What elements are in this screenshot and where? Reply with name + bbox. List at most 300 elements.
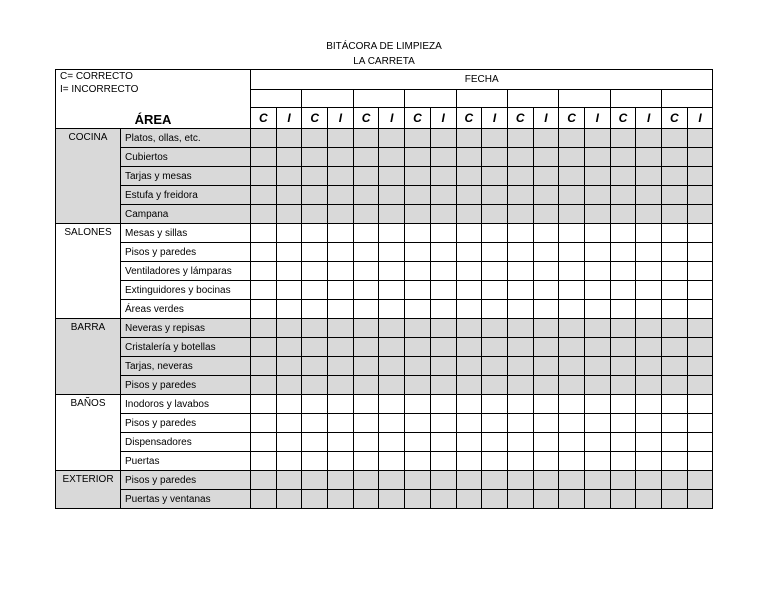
check-cell[interactable] bbox=[328, 376, 354, 395]
check-cell[interactable] bbox=[456, 281, 482, 300]
check-cell[interactable] bbox=[507, 300, 533, 319]
check-cell[interactable] bbox=[379, 376, 405, 395]
check-cell[interactable] bbox=[251, 414, 277, 433]
check-cell[interactable] bbox=[405, 224, 431, 243]
check-cell[interactable] bbox=[662, 471, 688, 490]
check-cell[interactable] bbox=[610, 224, 636, 243]
check-cell[interactable] bbox=[328, 281, 354, 300]
check-cell[interactable] bbox=[610, 433, 636, 452]
check-cell[interactable] bbox=[662, 433, 688, 452]
check-cell[interactable] bbox=[379, 262, 405, 281]
check-cell[interactable] bbox=[507, 490, 533, 509]
check-cell[interactable] bbox=[379, 395, 405, 414]
check-cell[interactable] bbox=[328, 148, 354, 167]
check-cell[interactable] bbox=[687, 414, 713, 433]
check-cell[interactable] bbox=[379, 490, 405, 509]
date-cell[interactable] bbox=[610, 90, 661, 108]
check-cell[interactable] bbox=[251, 262, 277, 281]
check-cell[interactable] bbox=[482, 395, 508, 414]
check-cell[interactable] bbox=[430, 243, 456, 262]
check-cell[interactable] bbox=[533, 300, 559, 319]
check-cell[interactable] bbox=[328, 490, 354, 509]
check-cell[interactable] bbox=[328, 262, 354, 281]
check-cell[interactable] bbox=[662, 262, 688, 281]
check-cell[interactable] bbox=[636, 452, 662, 471]
check-cell[interactable] bbox=[662, 376, 688, 395]
check-cell[interactable] bbox=[251, 376, 277, 395]
check-cell[interactable] bbox=[533, 376, 559, 395]
check-cell[interactable] bbox=[302, 319, 328, 338]
check-cell[interactable] bbox=[430, 167, 456, 186]
check-cell[interactable] bbox=[328, 129, 354, 148]
check-cell[interactable] bbox=[662, 395, 688, 414]
check-cell[interactable] bbox=[584, 414, 610, 433]
check-cell[interactable] bbox=[456, 395, 482, 414]
check-cell[interactable] bbox=[405, 433, 431, 452]
check-cell[interactable] bbox=[251, 243, 277, 262]
check-cell[interactable] bbox=[353, 319, 379, 338]
check-cell[interactable] bbox=[584, 319, 610, 338]
check-cell[interactable] bbox=[687, 319, 713, 338]
check-cell[interactable] bbox=[353, 338, 379, 357]
check-cell[interactable] bbox=[276, 357, 302, 376]
check-cell[interactable] bbox=[533, 148, 559, 167]
check-cell[interactable] bbox=[533, 357, 559, 376]
check-cell[interactable] bbox=[328, 338, 354, 357]
check-cell[interactable] bbox=[482, 376, 508, 395]
check-cell[interactable] bbox=[379, 300, 405, 319]
check-cell[interactable] bbox=[687, 338, 713, 357]
date-cell[interactable] bbox=[405, 90, 456, 108]
check-cell[interactable] bbox=[430, 129, 456, 148]
check-cell[interactable] bbox=[507, 129, 533, 148]
check-cell[interactable] bbox=[379, 452, 405, 471]
check-cell[interactable] bbox=[251, 433, 277, 452]
check-cell[interactable] bbox=[353, 148, 379, 167]
check-cell[interactable] bbox=[302, 357, 328, 376]
check-cell[interactable] bbox=[430, 262, 456, 281]
check-cell[interactable] bbox=[610, 395, 636, 414]
check-cell[interactable] bbox=[276, 186, 302, 205]
check-cell[interactable] bbox=[662, 338, 688, 357]
check-cell[interactable] bbox=[405, 281, 431, 300]
check-cell[interactable] bbox=[584, 243, 610, 262]
check-cell[interactable] bbox=[687, 490, 713, 509]
check-cell[interactable] bbox=[276, 129, 302, 148]
check-cell[interactable] bbox=[533, 414, 559, 433]
check-cell[interactable] bbox=[687, 224, 713, 243]
check-cell[interactable] bbox=[533, 129, 559, 148]
check-cell[interactable] bbox=[687, 205, 713, 224]
check-cell[interactable] bbox=[328, 433, 354, 452]
date-cell[interactable] bbox=[507, 90, 558, 108]
check-cell[interactable] bbox=[687, 281, 713, 300]
check-cell[interactable] bbox=[662, 490, 688, 509]
check-cell[interactable] bbox=[584, 148, 610, 167]
check-cell[interactable] bbox=[584, 300, 610, 319]
check-cell[interactable] bbox=[379, 224, 405, 243]
check-cell[interactable] bbox=[636, 319, 662, 338]
check-cell[interactable] bbox=[559, 186, 585, 205]
check-cell[interactable] bbox=[251, 281, 277, 300]
check-cell[interactable] bbox=[559, 205, 585, 224]
check-cell[interactable] bbox=[430, 281, 456, 300]
check-cell[interactable] bbox=[353, 414, 379, 433]
check-cell[interactable] bbox=[662, 224, 688, 243]
date-cell[interactable] bbox=[456, 90, 507, 108]
check-cell[interactable] bbox=[584, 452, 610, 471]
check-cell[interactable] bbox=[353, 129, 379, 148]
check-cell[interactable] bbox=[430, 357, 456, 376]
check-cell[interactable] bbox=[328, 224, 354, 243]
check-cell[interactable] bbox=[636, 357, 662, 376]
check-cell[interactable] bbox=[610, 357, 636, 376]
check-cell[interactable] bbox=[251, 148, 277, 167]
check-cell[interactable] bbox=[405, 243, 431, 262]
check-cell[interactable] bbox=[276, 376, 302, 395]
check-cell[interactable] bbox=[276, 414, 302, 433]
date-cell[interactable] bbox=[662, 90, 713, 108]
check-cell[interactable] bbox=[636, 395, 662, 414]
check-cell[interactable] bbox=[507, 414, 533, 433]
check-cell[interactable] bbox=[559, 281, 585, 300]
check-cell[interactable] bbox=[687, 452, 713, 471]
check-cell[interactable] bbox=[636, 433, 662, 452]
check-cell[interactable] bbox=[456, 319, 482, 338]
check-cell[interactable] bbox=[379, 148, 405, 167]
check-cell[interactable] bbox=[482, 338, 508, 357]
check-cell[interactable] bbox=[559, 243, 585, 262]
check-cell[interactable] bbox=[456, 376, 482, 395]
check-cell[interactable] bbox=[379, 338, 405, 357]
check-cell[interactable] bbox=[456, 129, 482, 148]
check-cell[interactable] bbox=[636, 281, 662, 300]
check-cell[interactable] bbox=[610, 129, 636, 148]
check-cell[interactable] bbox=[610, 281, 636, 300]
check-cell[interactable] bbox=[456, 262, 482, 281]
check-cell[interactable] bbox=[353, 281, 379, 300]
check-cell[interactable] bbox=[662, 319, 688, 338]
check-cell[interactable] bbox=[353, 376, 379, 395]
check-cell[interactable] bbox=[379, 433, 405, 452]
check-cell[interactable] bbox=[456, 243, 482, 262]
check-cell[interactable] bbox=[482, 414, 508, 433]
check-cell[interactable] bbox=[328, 186, 354, 205]
check-cell[interactable] bbox=[610, 205, 636, 224]
check-cell[interactable] bbox=[353, 452, 379, 471]
date-cell[interactable] bbox=[559, 90, 610, 108]
check-cell[interactable] bbox=[584, 281, 610, 300]
check-cell[interactable] bbox=[276, 148, 302, 167]
check-cell[interactable] bbox=[482, 148, 508, 167]
check-cell[interactable] bbox=[507, 148, 533, 167]
check-cell[interactable] bbox=[636, 148, 662, 167]
check-cell[interactable] bbox=[379, 357, 405, 376]
check-cell[interactable] bbox=[276, 167, 302, 186]
check-cell[interactable] bbox=[610, 319, 636, 338]
check-cell[interactable] bbox=[353, 205, 379, 224]
check-cell[interactable] bbox=[533, 452, 559, 471]
check-cell[interactable] bbox=[430, 376, 456, 395]
date-cell[interactable] bbox=[353, 90, 404, 108]
check-cell[interactable] bbox=[251, 186, 277, 205]
check-cell[interactable] bbox=[507, 376, 533, 395]
check-cell[interactable] bbox=[507, 357, 533, 376]
check-cell[interactable] bbox=[482, 490, 508, 509]
check-cell[interactable] bbox=[662, 186, 688, 205]
check-cell[interactable] bbox=[584, 262, 610, 281]
check-cell[interactable] bbox=[302, 433, 328, 452]
check-cell[interactable] bbox=[328, 243, 354, 262]
check-cell[interactable] bbox=[302, 490, 328, 509]
check-cell[interactable] bbox=[379, 319, 405, 338]
check-cell[interactable] bbox=[636, 243, 662, 262]
check-cell[interactable] bbox=[379, 205, 405, 224]
check-cell[interactable] bbox=[379, 471, 405, 490]
check-cell[interactable] bbox=[584, 433, 610, 452]
check-cell[interactable] bbox=[430, 224, 456, 243]
check-cell[interactable] bbox=[302, 338, 328, 357]
check-cell[interactable] bbox=[636, 490, 662, 509]
check-cell[interactable] bbox=[328, 471, 354, 490]
check-cell[interactable] bbox=[302, 186, 328, 205]
check-cell[interactable] bbox=[610, 300, 636, 319]
check-cell[interactable] bbox=[687, 300, 713, 319]
check-cell[interactable] bbox=[430, 471, 456, 490]
check-cell[interactable] bbox=[405, 490, 431, 509]
check-cell[interactable] bbox=[507, 243, 533, 262]
check-cell[interactable] bbox=[328, 357, 354, 376]
check-cell[interactable] bbox=[559, 300, 585, 319]
check-cell[interactable] bbox=[584, 186, 610, 205]
check-cell[interactable] bbox=[482, 129, 508, 148]
check-cell[interactable] bbox=[636, 376, 662, 395]
check-cell[interactable] bbox=[379, 186, 405, 205]
check-cell[interactable] bbox=[482, 205, 508, 224]
check-cell[interactable] bbox=[353, 262, 379, 281]
check-cell[interactable] bbox=[662, 243, 688, 262]
check-cell[interactable] bbox=[507, 433, 533, 452]
check-cell[interactable] bbox=[482, 452, 508, 471]
check-cell[interactable] bbox=[533, 490, 559, 509]
check-cell[interactable] bbox=[379, 243, 405, 262]
check-cell[interactable] bbox=[353, 243, 379, 262]
check-cell[interactable] bbox=[636, 167, 662, 186]
check-cell[interactable] bbox=[687, 376, 713, 395]
check-cell[interactable] bbox=[302, 205, 328, 224]
check-cell[interactable] bbox=[456, 452, 482, 471]
check-cell[interactable] bbox=[430, 433, 456, 452]
check-cell[interactable] bbox=[533, 433, 559, 452]
check-cell[interactable] bbox=[405, 357, 431, 376]
check-cell[interactable] bbox=[276, 452, 302, 471]
check-cell[interactable] bbox=[456, 167, 482, 186]
check-cell[interactable] bbox=[405, 148, 431, 167]
check-cell[interactable] bbox=[276, 300, 302, 319]
check-cell[interactable] bbox=[251, 300, 277, 319]
check-cell[interactable] bbox=[559, 414, 585, 433]
check-cell[interactable] bbox=[687, 148, 713, 167]
check-cell[interactable] bbox=[584, 490, 610, 509]
check-cell[interactable] bbox=[405, 452, 431, 471]
check-cell[interactable] bbox=[430, 300, 456, 319]
check-cell[interactable] bbox=[610, 376, 636, 395]
check-cell[interactable] bbox=[559, 433, 585, 452]
check-cell[interactable] bbox=[405, 376, 431, 395]
check-cell[interactable] bbox=[328, 205, 354, 224]
check-cell[interactable] bbox=[636, 186, 662, 205]
check-cell[interactable] bbox=[507, 262, 533, 281]
check-cell[interactable] bbox=[662, 357, 688, 376]
check-cell[interactable] bbox=[405, 338, 431, 357]
check-cell[interactable] bbox=[533, 167, 559, 186]
check-cell[interactable] bbox=[584, 129, 610, 148]
check-cell[interactable] bbox=[584, 224, 610, 243]
check-cell[interactable] bbox=[662, 167, 688, 186]
check-cell[interactable] bbox=[430, 205, 456, 224]
check-cell[interactable] bbox=[533, 224, 559, 243]
check-cell[interactable] bbox=[276, 490, 302, 509]
check-cell[interactable] bbox=[302, 414, 328, 433]
check-cell[interactable] bbox=[610, 262, 636, 281]
check-cell[interactable] bbox=[456, 490, 482, 509]
check-cell[interactable] bbox=[276, 281, 302, 300]
check-cell[interactable] bbox=[276, 262, 302, 281]
check-cell[interactable] bbox=[456, 224, 482, 243]
check-cell[interactable] bbox=[456, 338, 482, 357]
check-cell[interactable] bbox=[507, 224, 533, 243]
check-cell[interactable] bbox=[328, 167, 354, 186]
check-cell[interactable] bbox=[456, 300, 482, 319]
check-cell[interactable] bbox=[302, 281, 328, 300]
check-cell[interactable] bbox=[405, 262, 431, 281]
check-cell[interactable] bbox=[456, 433, 482, 452]
check-cell[interactable] bbox=[507, 281, 533, 300]
check-cell[interactable] bbox=[533, 262, 559, 281]
check-cell[interactable] bbox=[456, 205, 482, 224]
check-cell[interactable] bbox=[687, 433, 713, 452]
check-cell[interactable] bbox=[405, 471, 431, 490]
check-cell[interactable] bbox=[302, 300, 328, 319]
check-cell[interactable] bbox=[687, 243, 713, 262]
check-cell[interactable] bbox=[636, 338, 662, 357]
check-cell[interactable] bbox=[456, 414, 482, 433]
check-cell[interactable] bbox=[662, 205, 688, 224]
check-cell[interactable] bbox=[584, 167, 610, 186]
check-cell[interactable] bbox=[610, 186, 636, 205]
check-cell[interactable] bbox=[559, 357, 585, 376]
check-cell[interactable] bbox=[636, 471, 662, 490]
check-cell[interactable] bbox=[482, 186, 508, 205]
check-cell[interactable] bbox=[533, 205, 559, 224]
check-cell[interactable] bbox=[662, 148, 688, 167]
date-cell[interactable] bbox=[251, 90, 302, 108]
check-cell[interactable] bbox=[610, 414, 636, 433]
check-cell[interactable] bbox=[302, 262, 328, 281]
check-cell[interactable] bbox=[251, 357, 277, 376]
check-cell[interactable] bbox=[584, 205, 610, 224]
check-cell[interactable] bbox=[353, 300, 379, 319]
check-cell[interactable] bbox=[610, 471, 636, 490]
check-cell[interactable] bbox=[507, 167, 533, 186]
check-cell[interactable] bbox=[636, 205, 662, 224]
check-cell[interactable] bbox=[687, 395, 713, 414]
check-cell[interactable] bbox=[276, 338, 302, 357]
check-cell[interactable] bbox=[636, 262, 662, 281]
check-cell[interactable] bbox=[276, 205, 302, 224]
check-cell[interactable] bbox=[276, 471, 302, 490]
check-cell[interactable] bbox=[379, 167, 405, 186]
check-cell[interactable] bbox=[533, 243, 559, 262]
check-cell[interactable] bbox=[251, 490, 277, 509]
check-cell[interactable] bbox=[482, 262, 508, 281]
check-cell[interactable] bbox=[507, 471, 533, 490]
check-cell[interactable] bbox=[533, 281, 559, 300]
check-cell[interactable] bbox=[610, 167, 636, 186]
check-cell[interactable] bbox=[507, 205, 533, 224]
check-cell[interactable] bbox=[559, 148, 585, 167]
check-cell[interactable] bbox=[405, 129, 431, 148]
check-cell[interactable] bbox=[559, 452, 585, 471]
check-cell[interactable] bbox=[276, 395, 302, 414]
check-cell[interactable] bbox=[302, 395, 328, 414]
check-cell[interactable] bbox=[251, 338, 277, 357]
check-cell[interactable] bbox=[584, 338, 610, 357]
check-cell[interactable] bbox=[610, 452, 636, 471]
check-cell[interactable] bbox=[559, 395, 585, 414]
check-cell[interactable] bbox=[353, 433, 379, 452]
check-cell[interactable] bbox=[328, 414, 354, 433]
check-cell[interactable] bbox=[353, 490, 379, 509]
check-cell[interactable] bbox=[507, 452, 533, 471]
check-cell[interactable] bbox=[687, 471, 713, 490]
check-cell[interactable] bbox=[610, 243, 636, 262]
check-cell[interactable] bbox=[430, 395, 456, 414]
check-cell[interactable] bbox=[482, 319, 508, 338]
check-cell[interactable] bbox=[430, 452, 456, 471]
check-cell[interactable] bbox=[482, 243, 508, 262]
check-cell[interactable] bbox=[276, 433, 302, 452]
check-cell[interactable] bbox=[302, 376, 328, 395]
check-cell[interactable] bbox=[302, 129, 328, 148]
check-cell[interactable] bbox=[405, 186, 431, 205]
check-cell[interactable] bbox=[302, 224, 328, 243]
check-cell[interactable] bbox=[353, 357, 379, 376]
check-cell[interactable] bbox=[353, 224, 379, 243]
check-cell[interactable] bbox=[636, 300, 662, 319]
check-cell[interactable] bbox=[276, 224, 302, 243]
check-cell[interactable] bbox=[302, 167, 328, 186]
check-cell[interactable] bbox=[559, 262, 585, 281]
check-cell[interactable] bbox=[405, 414, 431, 433]
check-cell[interactable] bbox=[533, 186, 559, 205]
check-cell[interactable] bbox=[584, 471, 610, 490]
check-cell[interactable] bbox=[662, 300, 688, 319]
check-cell[interactable] bbox=[559, 490, 585, 509]
check-cell[interactable] bbox=[482, 471, 508, 490]
check-cell[interactable] bbox=[584, 357, 610, 376]
check-cell[interactable] bbox=[662, 281, 688, 300]
check-cell[interactable] bbox=[353, 471, 379, 490]
check-cell[interactable] bbox=[482, 167, 508, 186]
check-cell[interactable] bbox=[276, 319, 302, 338]
check-cell[interactable] bbox=[379, 281, 405, 300]
check-cell[interactable] bbox=[302, 243, 328, 262]
check-cell[interactable] bbox=[687, 262, 713, 281]
check-cell[interactable] bbox=[507, 395, 533, 414]
check-cell[interactable] bbox=[251, 224, 277, 243]
check-cell[interactable] bbox=[559, 338, 585, 357]
